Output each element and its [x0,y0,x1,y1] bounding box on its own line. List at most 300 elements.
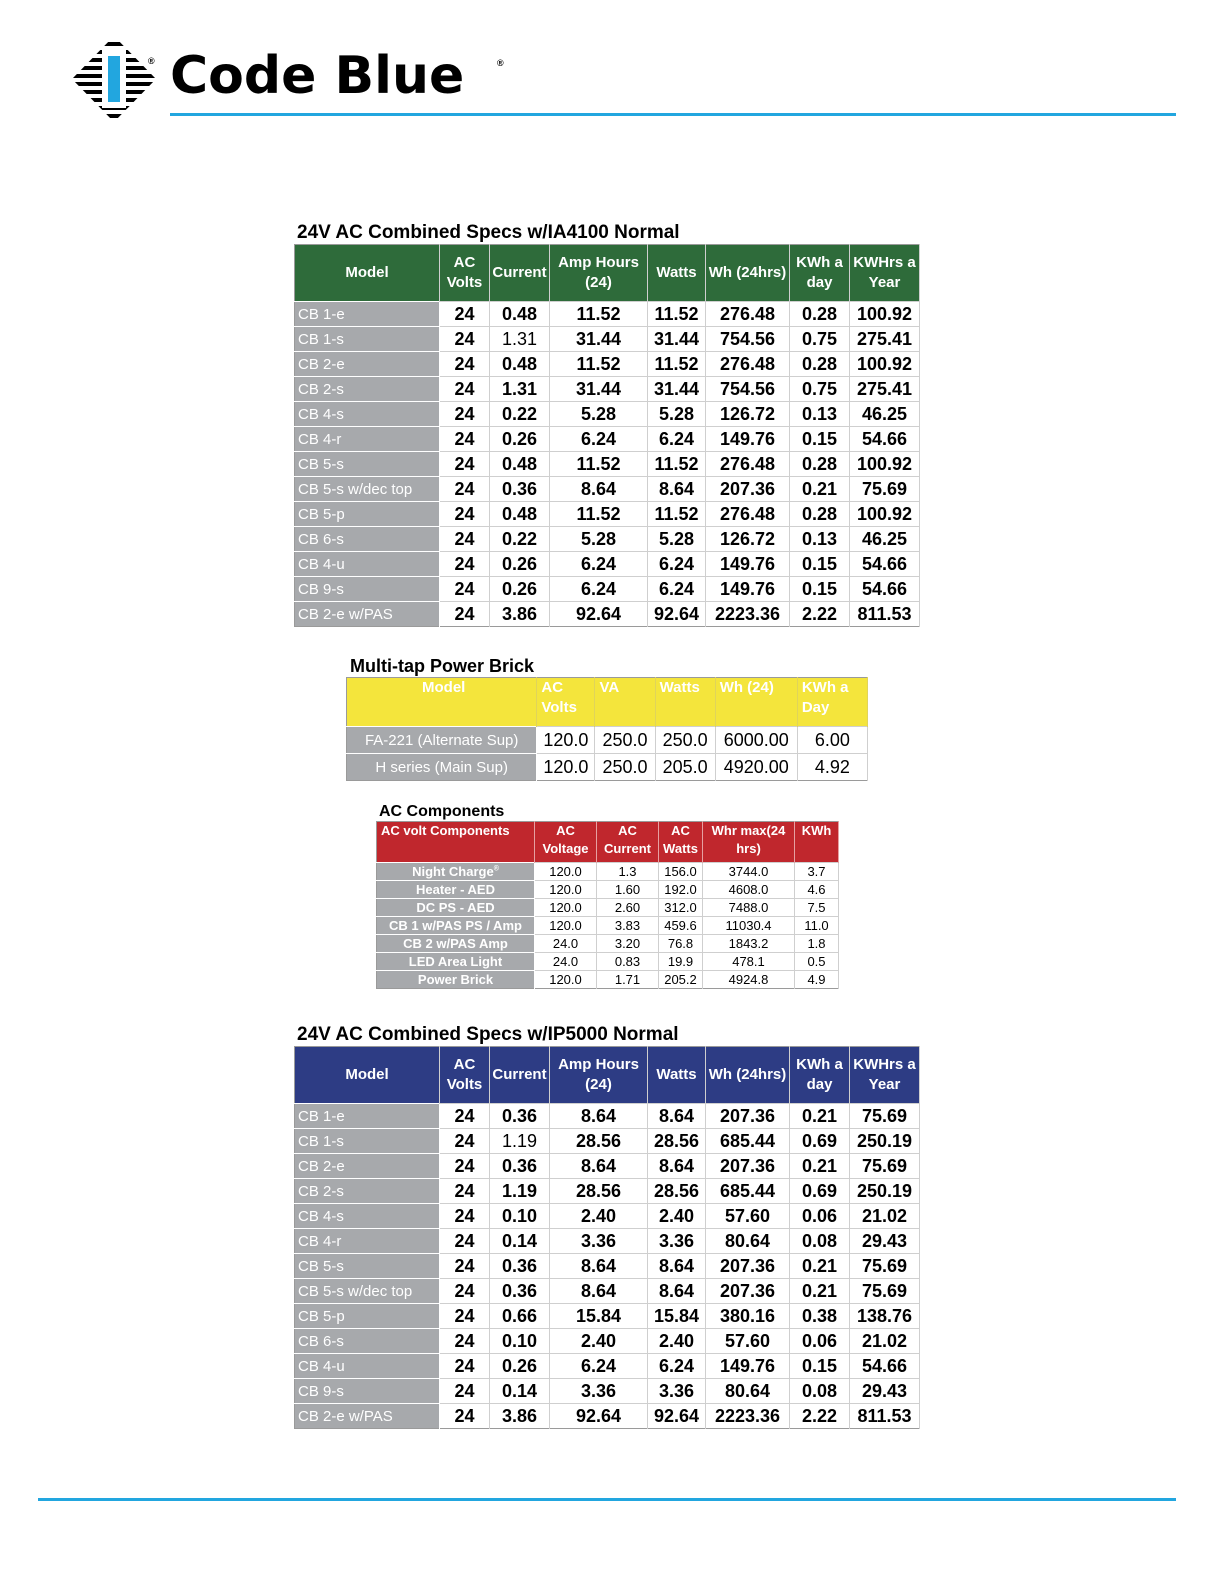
value-cell: 0.38 [790,1304,850,1329]
brand-name: Code Blue [170,46,465,106]
value-cell: 276.48 [706,302,790,327]
ip5000-header-amp-hours: Amp Hours (24) [550,1047,648,1104]
value-cell: 478.1 [703,953,795,971]
value-cell: 5.28 [648,527,706,552]
value-cell: 24 [440,552,490,577]
value-cell: 1.60 [597,881,659,899]
value-cell: 11.52 [550,352,648,377]
value-cell: 24 [440,1179,490,1204]
ip5000-header-current: Current [490,1047,550,1104]
ip5000-header-model: Model [295,1047,440,1104]
value-cell: 3.7 [795,863,839,881]
registered-mark: ® [493,865,499,873]
table-row [295,452,920,477]
value-cell: 2.40 [550,1329,648,1354]
ia4100-header-wh: Wh (24hrs) [706,245,790,302]
value-cell: 2223.36 [706,1404,790,1429]
brand-registered-mark: ® [497,58,504,68]
table-row [377,971,839,989]
table-row [295,1379,920,1404]
value-cell: 0.14 [490,1379,550,1404]
brick-header-wh: Wh (24) [715,678,797,727]
model-cell: CB 2-s [295,377,440,402]
model-cell: CB 5-p [295,502,440,527]
value-cell: 11.52 [648,352,706,377]
value-cell: 3.86 [490,602,550,627]
value-cell: 2.22 [790,602,850,627]
value-cell: 0.22 [490,402,550,427]
value-cell: 31.44 [550,327,648,352]
value-cell: 0.13 [790,402,850,427]
value-cell: 46.25 [850,402,920,427]
value-cell: 80.64 [706,1379,790,1404]
value-cell: 0.14 [490,1229,550,1254]
value-cell: 0.06 [790,1329,850,1354]
ip5000-header-wh: Wh (24hrs) [706,1047,790,1104]
value-cell: 3.83 [597,917,659,935]
value-cell: 0.21 [790,477,850,502]
value-cell: 31.44 [550,377,648,402]
value-cell: 149.76 [706,1354,790,1379]
value-cell: 54.66 [850,552,920,577]
value-cell: 1.19 [490,1179,550,1204]
value-cell: 8.64 [648,1154,706,1179]
table-row [295,577,920,602]
value-cell: 120.0 [535,863,597,881]
value-cell: 24 [440,1354,490,1379]
model-cell: CB 2-e [295,352,440,377]
model-cell: LED Area Light [377,953,535,971]
value-cell: 24 [440,1304,490,1329]
value-cell: 0.5 [795,953,839,971]
ia4100-specs-table [294,222,920,627]
value-cell: 2.40 [648,1329,706,1354]
value-cell: 8.64 [550,1279,648,1304]
table-row [295,1129,920,1154]
model-cell: CB 4-u [295,1354,440,1379]
value-cell: 24.0 [535,953,597,971]
value-cell: 5.28 [550,527,648,552]
value-cell: 6.24 [648,1354,706,1379]
value-cell: 754.56 [706,377,790,402]
value-cell: 0.48 [490,502,550,527]
value-cell: 11.52 [550,452,648,477]
value-cell: 2.40 [550,1204,648,1229]
table-row [295,1279,920,1304]
value-cell: 0.66 [490,1304,550,1329]
brick-header-kwh-day: KWh a Day [797,678,867,727]
model-cell: CB 5-s [295,1254,440,1279]
value-cell: 0.13 [790,527,850,552]
value-cell: 276.48 [706,452,790,477]
value-cell: 6.24 [550,577,648,602]
acc-header-whr-max: Whr max(24 hrs) [703,822,795,863]
value-cell: 0.06 [790,1204,850,1229]
table-row [377,953,839,971]
ip5000-header-kwh-year: KWHrs a Year [850,1047,920,1104]
value-cell: 100.92 [850,352,920,377]
code-blue-emblem-icon [72,36,156,122]
value-cell: 1.8 [795,935,839,953]
table-row [377,935,839,953]
acc-header-voltage: AC Voltage [535,822,597,863]
value-cell: 250.19 [850,1179,920,1204]
value-cell: 0.75 [790,327,850,352]
value-cell: 8.64 [550,1104,648,1129]
value-cell: 24 [440,1154,490,1179]
value-cell: 0.36 [490,1279,550,1304]
value-cell: 149.76 [706,427,790,452]
value-cell: 6.24 [550,1354,648,1379]
ia4100-header-model: Model [295,245,440,302]
value-cell: 24 [440,302,490,327]
value-cell: 685.44 [706,1179,790,1204]
value-cell: 24 [440,1104,490,1129]
value-cell: 24 [440,577,490,602]
value-cell: 6.00 [797,727,867,754]
value-cell: 0.15 [790,1354,850,1379]
ia4100-header-kwh-year: KWHrs a Year [850,245,920,302]
value-cell: 24 [440,502,490,527]
value-cell: 7488.0 [703,899,795,917]
value-cell: 754.56 [706,327,790,352]
value-cell: 0.26 [490,427,550,452]
ip5000-title: 24V AC Combined Specs w/IP5000 Normal [297,1024,679,1045]
value-cell: 1843.2 [703,935,795,953]
value-cell: 0.21 [790,1154,850,1179]
value-cell: 1.19 [490,1129,550,1154]
value-cell: 31.44 [648,327,706,352]
value-cell: 2.22 [790,1404,850,1429]
ac-components-title: AC Components [379,803,505,820]
value-cell: 120.0 [535,881,597,899]
ia4100-header-watts: Watts [648,245,706,302]
value-cell: 6.24 [648,577,706,602]
value-cell: 0.15 [790,552,850,577]
value-cell: 126.72 [706,402,790,427]
value-cell: 4608.0 [703,881,795,899]
value-cell: 1.3 [597,863,659,881]
value-cell: 2223.36 [706,602,790,627]
value-cell: 1.71 [597,971,659,989]
value-cell: 207.36 [706,1104,790,1129]
value-cell: 29.43 [850,1229,920,1254]
ip5000-header-watts: Watts [648,1047,706,1104]
value-cell: 6.24 [550,552,648,577]
value-cell: 15.84 [648,1304,706,1329]
model-cell: CB 2-e [295,1154,440,1179]
value-cell: 0.28 [790,352,850,377]
logo-registered-mark: ® [148,56,155,66]
value-cell: 11.52 [648,452,706,477]
value-cell: 24 [440,1254,490,1279]
value-cell: 207.36 [706,1254,790,1279]
value-cell: 276.48 [706,502,790,527]
table-row [295,1354,920,1379]
value-cell: 3744.0 [703,863,795,881]
model-cell: DC PS - AED [377,899,535,917]
value-cell: 28.56 [550,1179,648,1204]
value-cell: 5.28 [550,402,648,427]
model-cell: CB 1 w/PAS PS / Amp [377,917,535,935]
model-cell: CB 1-s [295,327,440,352]
table-row [295,427,920,452]
value-cell: 207.36 [706,1279,790,1304]
acc-header-kwh: KWh [795,822,839,863]
value-cell: 8.64 [648,1254,706,1279]
table-row [295,1229,920,1254]
value-cell: 0.21 [790,1254,850,1279]
model-cell: Heater - AED [377,881,535,899]
value-cell: 0.08 [790,1379,850,1404]
value-cell: 276.48 [706,352,790,377]
value-cell: 0.21 [790,1104,850,1129]
ia4100-header-current: Current [490,245,550,302]
table-row [295,302,920,327]
table-row [295,1304,920,1329]
value-cell: 0.36 [490,1254,550,1279]
value-cell: 4924.8 [703,971,795,989]
value-cell: 0.15 [790,427,850,452]
brick-header-va: VA [595,678,655,727]
ia4100-header-kwh-day: KWh a day [790,245,850,302]
value-cell: 75.69 [850,477,920,502]
table-row [347,754,868,781]
value-cell: 0.48 [490,302,550,327]
value-cell: 3.20 [597,935,659,953]
value-cell: 205.2 [659,971,703,989]
value-cell: 138.76 [850,1304,920,1329]
value-cell: 0.22 [490,527,550,552]
model-cell: CB 9-s [295,1379,440,1404]
value-cell: 0.48 [490,352,550,377]
value-cell: 24 [440,327,490,352]
model-cell: CB 6-s [295,1329,440,1354]
ac-components-table [376,803,839,989]
value-cell: 250.0 [655,727,715,754]
value-cell: 120.0 [535,917,597,935]
value-cell: 0.26 [490,1354,550,1379]
power-brick-table [346,655,868,781]
value-cell: 24 [440,1404,490,1429]
value-cell: 28.56 [550,1129,648,1154]
value-cell: 811.53 [850,602,920,627]
value-cell: 92.64 [550,602,648,627]
table-row [295,1104,920,1129]
model-cell: H series (Main Sup) [347,754,537,781]
ip5000-header-kwh-day: KWh a day [790,1047,850,1104]
value-cell: 28.56 [648,1129,706,1154]
header-rule [170,113,1176,116]
value-cell: 380.16 [706,1304,790,1329]
value-cell: 24 [440,402,490,427]
value-cell: 54.66 [850,1354,920,1379]
value-cell: 31.44 [648,377,706,402]
model-cell: Power Brick [377,971,535,989]
model-cell: CB 4-s [295,1204,440,1229]
model-cell: CB 5-s w/dec top [295,1279,440,1304]
value-cell: 21.02 [850,1329,920,1354]
value-cell: 76.8 [659,935,703,953]
value-cell: 8.64 [648,1104,706,1129]
value-cell: 8.64 [550,1154,648,1179]
value-cell: 54.66 [850,577,920,602]
value-cell: 92.64 [648,1404,706,1429]
model-cell: CB 6-s [295,527,440,552]
value-cell: 2.60 [597,899,659,917]
value-cell: 0.26 [490,577,550,602]
value-cell: 3.36 [550,1229,648,1254]
table-row [377,917,839,935]
model-cell: CB 1-e [295,302,440,327]
table-row [347,727,868,754]
value-cell: 7.5 [795,899,839,917]
value-cell: 3.36 [648,1379,706,1404]
value-cell: 11.0 [795,917,839,935]
value-cell: 312.0 [659,899,703,917]
value-cell: 275.41 [850,327,920,352]
table-row [377,863,839,881]
value-cell: 6.24 [550,427,648,452]
table-row [295,1329,920,1354]
value-cell: 0.08 [790,1229,850,1254]
table-row [295,1204,920,1229]
value-cell: 207.36 [706,477,790,502]
model-cell: CB 2 w/PAS Amp [377,935,535,953]
model-cell: CB 2-e w/PAS [295,602,440,627]
table-row [295,402,920,427]
model-cell: CB 4-s [295,402,440,427]
value-cell: 24 [440,1204,490,1229]
value-cell: 8.64 [550,1254,648,1279]
table-row [295,327,920,352]
value-cell: 0.69 [790,1129,850,1154]
model-cell: CB 5-s [295,452,440,477]
value-cell: 0.75 [790,377,850,402]
brick-header-watts: Watts [655,678,715,727]
value-cell: 2.40 [648,1204,706,1229]
table-row [295,527,920,552]
value-cell: 250.0 [595,727,655,754]
value-cell: 3.36 [648,1229,706,1254]
value-cell: 250.0 [595,754,655,781]
value-cell: 24 [440,477,490,502]
model-cell: CB 2-s [295,1179,440,1204]
table-row [295,352,920,377]
model-cell: CB 9-s [295,577,440,602]
value-cell: 11.52 [648,502,706,527]
table-row [295,602,920,627]
value-cell: 205.0 [655,754,715,781]
value-cell: 0.10 [490,1204,550,1229]
value-cell: 0.36 [490,477,550,502]
brick-header-ac-volts: AC Volts [537,678,595,727]
model-cell: FA-221 (Alternate Sup) [347,727,537,754]
value-cell: 19.9 [659,953,703,971]
value-cell: 6000.00 [715,727,797,754]
value-cell: 120.0 [535,971,597,989]
value-cell: 80.64 [706,1229,790,1254]
value-cell: 100.92 [850,502,920,527]
value-cell: 6.24 [648,427,706,452]
value-cell: 11030.4 [703,917,795,935]
value-cell: 685.44 [706,1129,790,1154]
ia4100-header-amp-hours: Amp Hours (24) [550,245,648,302]
value-cell: 24 [440,1329,490,1354]
value-cell: 4.6 [795,881,839,899]
value-cell: 0.28 [790,502,850,527]
model-cell: CB 5-s w/dec top [295,477,440,502]
value-cell: 24 [440,377,490,402]
model-cell: CB 4-r [295,1229,440,1254]
value-cell: 3.86 [490,1404,550,1429]
value-cell: 75.69 [850,1279,920,1304]
value-cell: 3.36 [550,1379,648,1404]
value-cell: 92.64 [550,1404,648,1429]
ia4100-title: 24V AC Combined Specs w/IA4100 Normal [297,222,680,243]
value-cell: 24 [440,1129,490,1154]
model-cell: CB 5-p [295,1304,440,1329]
model-cell: CB 2-e w/PAS [295,1404,440,1429]
value-cell: 24 [440,1229,490,1254]
value-cell: 75.69 [850,1154,920,1179]
model-cell: CB 1-e [295,1104,440,1129]
table-row [295,1254,920,1279]
value-cell: 11.52 [550,302,648,327]
value-cell: 54.66 [850,427,920,452]
value-cell: 0.10 [490,1329,550,1354]
value-cell: 15.84 [550,1304,648,1329]
table-row [377,881,839,899]
value-cell: 250.19 [850,1129,920,1154]
value-cell: 46.25 [850,527,920,552]
power-brick-title: Multi-tap Power Brick [350,656,535,676]
value-cell: 92.64 [648,602,706,627]
value-cell: 24 [440,452,490,477]
value-cell: 459.6 [659,917,703,935]
model-cell: CB 1-s [295,1129,440,1154]
value-cell: 0.21 [790,1279,850,1304]
value-cell: 57.60 [706,1329,790,1354]
value-cell: 0.69 [790,1179,850,1204]
value-cell: 0.36 [490,1104,550,1129]
table-row [377,899,839,917]
footer-rule [38,1498,1176,1501]
value-cell: 0.28 [790,302,850,327]
table-row [295,552,920,577]
table-row [295,477,920,502]
value-cell: 8.64 [648,1279,706,1304]
value-cell: 24 [440,1279,490,1304]
value-cell: 1.31 [490,377,550,402]
table-row [295,1404,920,1429]
value-cell: 4.92 [797,754,867,781]
value-cell: 1.31 [490,327,550,352]
value-cell: 57.60 [706,1204,790,1229]
value-cell: 156.0 [659,863,703,881]
acc-header-component: AC volt Components [377,822,535,863]
acc-header-watts: AC Watts [659,822,703,863]
value-cell: 0.26 [490,552,550,577]
ip5000-specs-table [294,1024,920,1429]
value-cell: 4.9 [795,971,839,989]
model-cell: CB 4-u [295,552,440,577]
value-cell: 192.0 [659,881,703,899]
value-cell: 28.56 [648,1179,706,1204]
table-row [295,502,920,527]
brick-header-model: Model [347,678,537,727]
value-cell: 75.69 [850,1104,920,1129]
